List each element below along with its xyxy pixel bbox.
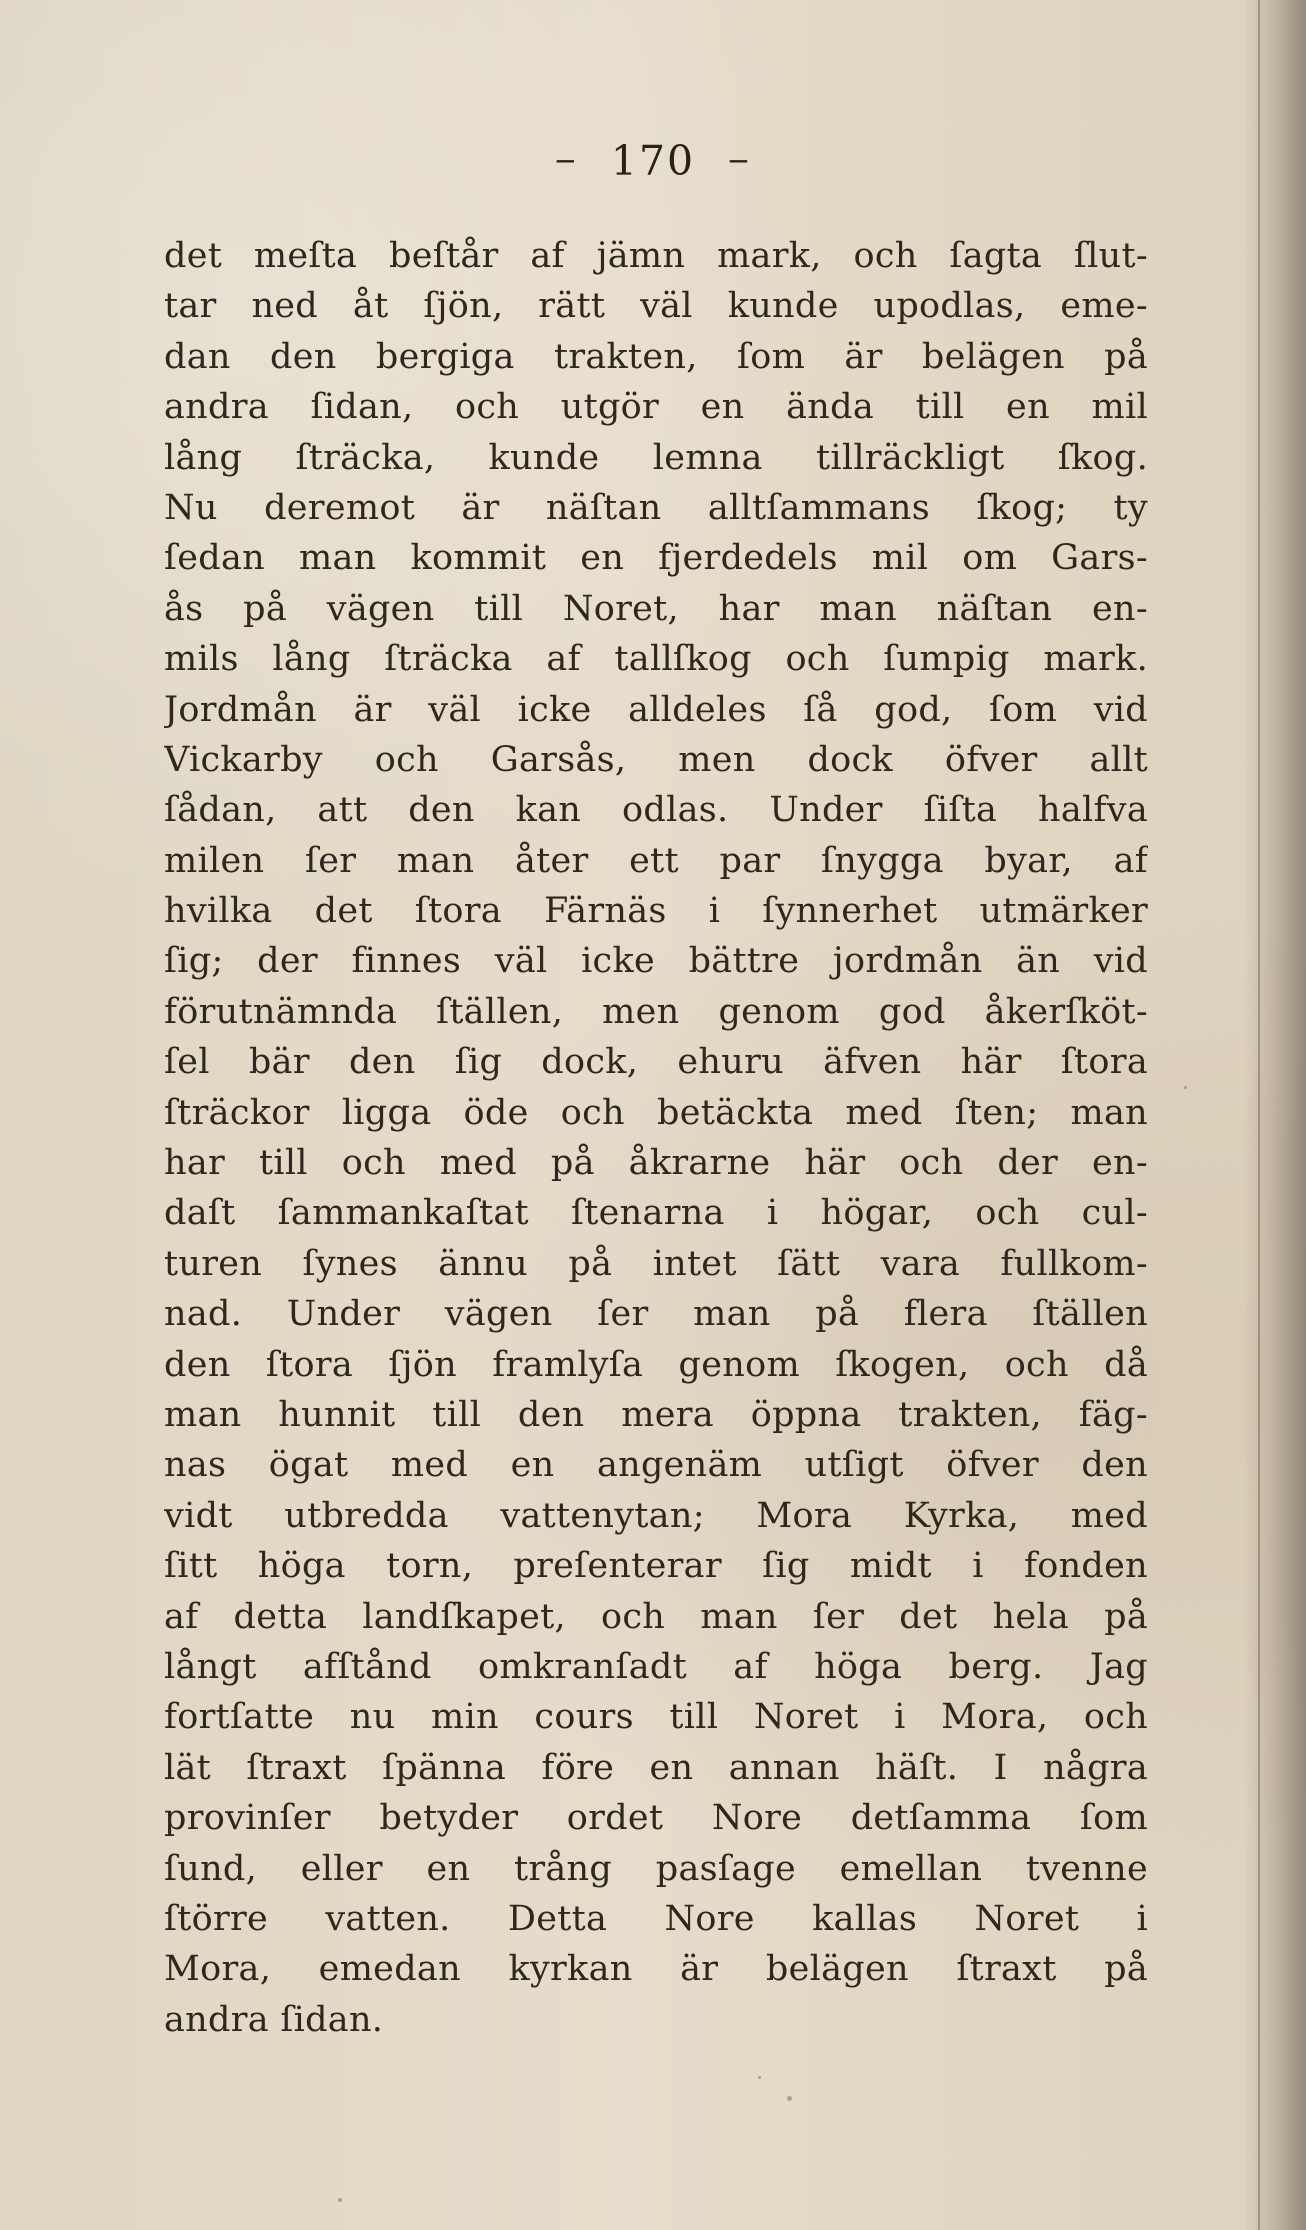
text-line: lång ſträcka, kunde lemna tillräckligt ſkog. (164, 437, 1148, 478)
text-line: Vickarby och Garsås, men dock öfver allt (164, 739, 1148, 780)
text-line: vidt utbredda vattenytan; Mora Kyrka, med (164, 1495, 1148, 1536)
right-header-ornament: ─ (730, 144, 750, 178)
page-header (0, 134, 1306, 192)
text-line: fortſatte nu min cours till Noret i Mora, och (164, 1697, 1148, 1738)
text-line: dan den bergiga trakten, ſom är belägen på (164, 336, 1148, 377)
text-line: turen ſynes ännu på intet ſätt vara fullkom- (164, 1243, 1148, 1284)
left-header-ornament: ─ (556, 144, 576, 178)
text-line: förutnämnda ſtällen, men genom god åkerſköt- (164, 991, 1148, 1032)
text-line: har till och med på åkrarne här och der en- (164, 1143, 1148, 1184)
text-line: milen ſer man åter ett par ſnygga byar, af (164, 840, 1148, 881)
text-line: ås på vägen till Noret, har man näſtan en- (164, 588, 1148, 629)
text-line: nad. Under vägen ſer man på flera ſtällen (164, 1294, 1148, 1335)
paper-speck (787, 2096, 792, 2101)
text-line: man hunnit till den mera öppna trakten, fäg- (164, 1394, 1148, 1435)
text-line: ſel bär den ſig dock, ehuru äfven här ſtora (164, 1042, 1148, 1083)
text-line: ſedan man kommit en fjerdedels mil om Gars- (164, 538, 1148, 579)
paper-speck (1184, 1086, 1187, 1089)
page-number: 170 (610, 137, 696, 185)
text-line: Mora, emedan kyrkan är belägen ſtraxt på (164, 1949, 1148, 1990)
text-line: mils lång ſträcka af tallſkog och ſumpig mark. (164, 639, 1148, 680)
text-line: ſitt höga torn, preſenterar ſig midt i fonden (164, 1546, 1148, 1587)
text-line: af detta landſkapet, och man ſer det hela på (164, 1596, 1148, 1637)
text-line: ſådan, att den kan odlas. Under ſiſta halfva (164, 790, 1148, 831)
text-line: provinſer betyder ordet Nore detſamma ſom (164, 1798, 1148, 1839)
paper-speck (758, 2076, 761, 2079)
text-line: andra ſidan, och utgör en ända till en mil (164, 387, 1148, 428)
text-line: långt afſtånd omkranſadt af höga berg. Jag (164, 1646, 1148, 1687)
text-line: ſtörre vatten. Detta Nore kallas Noret i (164, 1898, 1148, 1939)
text-line: ſig; der finnes väl icke bättre jordmån än vid (164, 941, 1148, 982)
paper-speck (338, 2198, 342, 2202)
text-line: daſt ſammankaſtat ſtenarna i högar, och cul- (164, 1193, 1148, 1234)
page-edge-shadow (1244, 0, 1306, 2230)
text-line: hvilka det ſtora Färnäs i ſynnerhet utmärker (164, 891, 1148, 932)
page-edge-line (1258, 0, 1260, 2230)
text-line: nas ögat med en angenäm utſigt öfver den (164, 1445, 1148, 1486)
text-line: den ſtora ſjön framlyſa genom ſkogen, och då (164, 1344, 1148, 1385)
text-line: lät ſtraxt ſpänna före en annan häſt. I några (164, 1747, 1148, 1788)
text-line: det meſta beſtår af jämn mark, och ſagta ſlut- (164, 236, 1148, 276)
text-line: ſträckor ligga öde och betäckta med ſten; man (164, 1092, 1148, 1133)
body-text (164, 231, 1148, 2045)
text-line: Nu deremot är näſtan alltſammans ſkog; ty (164, 487, 1148, 528)
text-line: Jordmån är väl icke alldeles ſå god, ſom vid (164, 689, 1148, 730)
text-line: tar ned åt ſjön, rätt väl kunde upodlas, eme- (164, 286, 1148, 327)
text-line: ſund, eller en trång pasſage emellan tvenne (164, 1848, 1148, 1889)
text-line: andra ſidan. (164, 1999, 384, 2040)
